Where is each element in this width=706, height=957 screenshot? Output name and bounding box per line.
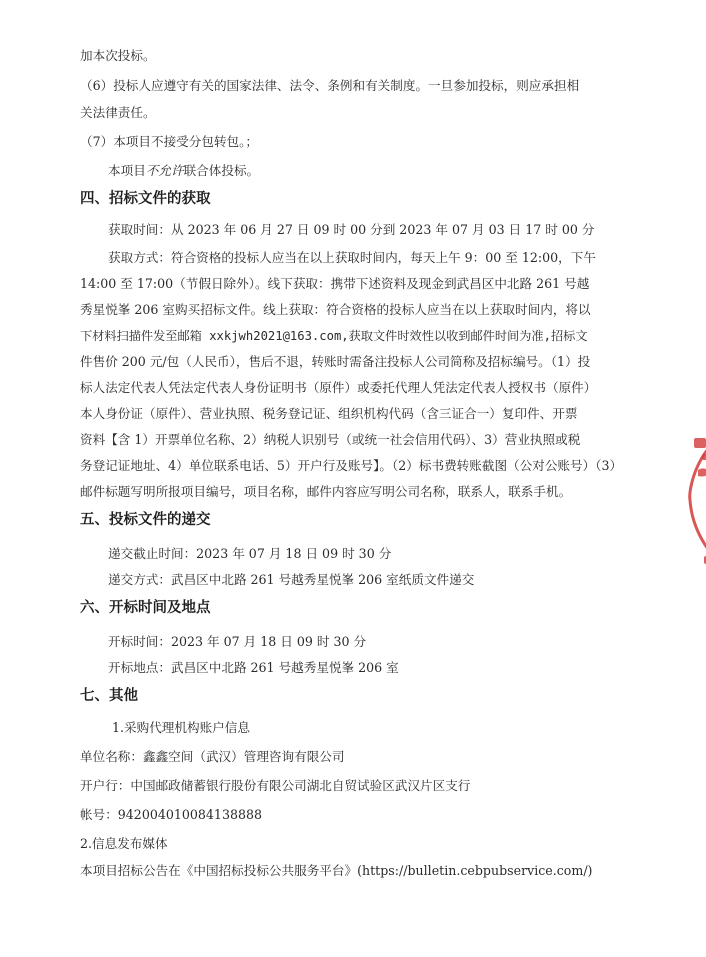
text-line: 加本次投标。 xyxy=(80,48,156,63)
text-line: 关法律责任。 xyxy=(80,105,156,120)
media-info: 本项目招标公告在《中国招标投标公共服务平台》(https://bulletin.cebpubservice.com/) xyxy=(80,863,593,878)
bank-name: 开户行：中国邮政储蓄银行股份有限公司湖北自贸试验区武汉片区支行 xyxy=(80,778,471,793)
text-line: （6）投标人应遵守有关的国家法律、法令、条例和有关制度。一旦参加投标，则应承担相 xyxy=(80,78,580,93)
text-line: 邮件标题写明所报项目编号，项目名称，邮件内容应写明公司名称，联系人，联系手机。 xyxy=(80,484,572,499)
submit-method: 递交方式：武昌区中北路 261 号越秀星悦峯 206 室纸质文件递交 xyxy=(108,572,475,587)
text-line: 秀星悦峯 206 室购买招标文件。线上获取：符合资格的投标人应当在以上获取时间内，将以 xyxy=(80,302,591,317)
text-line: 14:00 至 17:00（节假日除外）。线下获取：携带下述资料及现金到武昌区中北路 261 号越 xyxy=(80,276,590,291)
media-heading: 2.信息发布媒体 xyxy=(80,836,168,851)
acquire-time: 获取时间：从 2023 年 06 月 27 日 09 时 00 分到 2023 年 07 月 03 日 17 时 00 分 xyxy=(108,222,595,237)
text-line: 资料【含 1）开票单位名称、2）纳税人识别号（或统一社会信用代码）、3）营业执照或税 xyxy=(80,432,581,447)
section-heading-7: 七、其他 xyxy=(80,688,138,704)
section-heading-5: 五、投标文件的递交 xyxy=(80,512,211,528)
text-line: 获取方式：符合资格的投标人应当在以上获取时间内，每天上午 9：00 至 12:00，下午 xyxy=(108,250,596,265)
section-heading-6: 六、开标时间及地点 xyxy=(80,600,211,616)
text-line: 件售价 200 元/包（人民币），售后不退，转账时需备注投标人公司简称及招标编号。（1）投 xyxy=(80,354,591,369)
account-number: 帐号：942004010084138888 xyxy=(80,807,263,822)
unit-name: 单位名称：鑫鑫空间（武汉）管理咨询有限公司 xyxy=(80,749,345,764)
red-seal-stamp xyxy=(680,400,706,600)
text-line: 本人身份证（原件）、营业执照、税务登记证、组织机构代码（含三证合一）复印件、开票 xyxy=(80,406,578,421)
text-line: （7）本项目不接受分包转包。； xyxy=(80,134,259,149)
text-line: 标人法定代表人凭法定代表人身份证明书（原件）或委托代理人凭法定代表人授权书（原件） xyxy=(80,380,597,395)
opening-time: 开标时间：2023 年 07 月 18 日 09 时 30 分 xyxy=(108,634,367,649)
text-fragment: 联合体投标。 xyxy=(183,163,260,178)
section-heading-4: 四、招标文件的获取 xyxy=(80,191,211,207)
agency-account-heading: 1.采购代理机构账户信息 xyxy=(112,720,250,735)
submit-deadline: 递交截止时间：2023 年 07 月 18 日 09 时 30 分 xyxy=(108,546,392,561)
emphasis-text: 不允许 xyxy=(145,163,184,178)
text-fragment: 本项目 xyxy=(108,163,146,178)
text-line: 务登记证地址、4）单位联系电话、5）开户行及账号】。（2）标书费转账截图（公对公账号）（3） xyxy=(80,458,623,473)
joint-bid-note xyxy=(108,162,638,180)
text-line: 下材料扫描件发至邮箱 xxkjwh2021@163.com,获取文件时效性以收到邮件时间为准,招标文 xyxy=(80,329,588,343)
opening-place: 开标地点：武昌区中北路 261 号越秀星悦峯 206 室 xyxy=(108,660,399,675)
